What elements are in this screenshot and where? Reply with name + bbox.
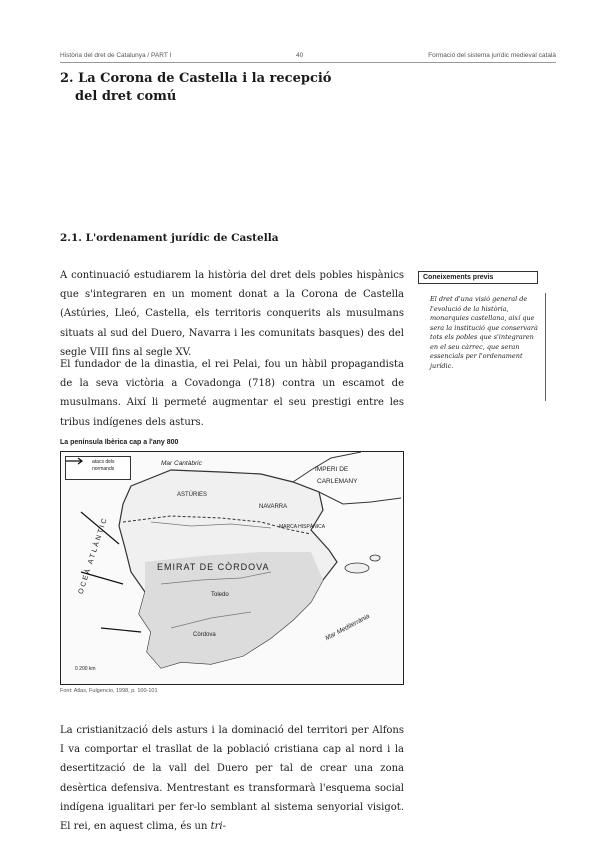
section-title: 2.1. L'ordenament jurídic de Castella (60, 232, 279, 244)
label-toledo: Toledo (211, 592, 229, 598)
label-mar-mediterrania: Mar Mediterrània (324, 612, 371, 643)
chapter-title-line2: del dret comú (75, 89, 177, 104)
chapter-title-line1: 2. La Corona de Castella i la recepció (60, 71, 332, 86)
label-emirat: EMIRAT DE CÒRDOVA (157, 562, 270, 572)
minorca (370, 555, 380, 561)
running-header-left: Història del dret de Catalunya / PART I (60, 52, 172, 59)
paragraph-3 (60, 721, 404, 836)
label-imperi: IMPERI DE (315, 466, 349, 473)
paragraph-2: El fundador de la dinastia, el rei Pelai, fou un hàbil propagandista de la seva victòria a Covadonga (718) contra un escamot de musulmans. Així li permeté augmentar el seu prestigi entre les tribus indígenes dels asturs. (60, 359, 404, 428)
sidebar-text: El dret d'una visió general de l'evolució de la història, monarquies castellana, així que sera la institució que conservarà tots els pobles que s'integraren en el seu càrrec, que seran essencials per l'ordenament jurídic. (430, 295, 538, 370)
label-carlemany: CARLEMANY (317, 478, 358, 485)
paragraph-1: A continuació estudiarem la història del dret dels pobles hispànics que s'integraren en un moment donat a la Corona de Castella (Astúries, Lleó, Castella, els territoris conquerits als musulmans situats al sud del Duero, Navarra i les comunitats basques) des del segle VIII fins al segle XV. (60, 270, 404, 358)
sidebar-box (418, 271, 546, 404)
label-ocea: OCEÀ ATLÀNTIC (77, 516, 110, 595)
paragraph-3-hyphen: tri- (210, 821, 227, 833)
map-source: Font: Atlas, Fulgencio, 1998, p. 100-101 (60, 688, 158, 694)
chapter-title (60, 70, 360, 106)
legend-text: atacs dels normands (92, 459, 115, 472)
map-legend (65, 456, 131, 480)
map-scale: 0 200 km (75, 666, 96, 672)
sidebar-heading: Coneixements previs (418, 271, 538, 284)
header-rule (60, 62, 556, 63)
france-south-coast (319, 492, 401, 504)
label-asturies: ASTÚRIES (177, 492, 208, 498)
map-figure (60, 451, 404, 685)
running-header-right: Formació del sistema jurídic medieval català (428, 52, 556, 59)
page-number: 40 (296, 52, 304, 59)
norman-arrow-3 (101, 628, 141, 632)
label-cordova: Còrdova (193, 632, 216, 638)
label-cantabric: Mar Cantàbric (161, 460, 202, 467)
map-caption: La península Ibèrica cap a l'any 800 (60, 439, 179, 446)
balearic-islands (345, 563, 369, 573)
paragraph-3-text: La cristianització dels asturs i la dominació del territori per Alfons I va comportar el trasllat de la població cristiana cap al nord i la desertització de la vall del Duero per tal de crear una zona desèrtica defensiva. Mentrestant es transformarà l'esquema social indígena igualitari per fer-lo semblant al sistema senyorial visigot. El rei, en aquest clima, és un (60, 725, 404, 833)
sidebar-rule (545, 293, 546, 401)
legend-arrow-icon (66, 457, 86, 465)
label-marca: MARCA HISPÀNICA (279, 524, 326, 530)
label-navarra: NAVARRA (259, 504, 288, 510)
